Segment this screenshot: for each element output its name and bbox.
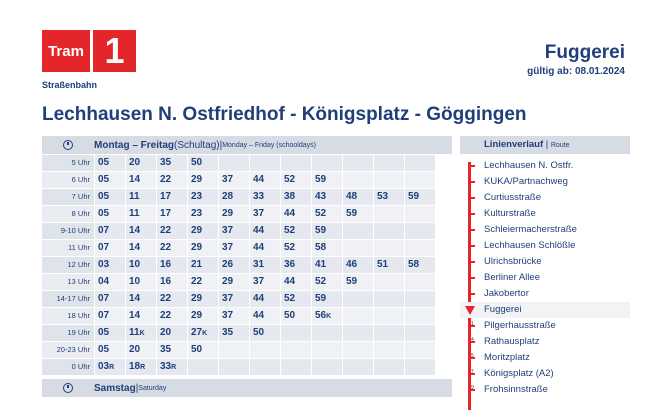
minute-cell <box>405 342 435 358</box>
minute-cell <box>281 155 311 171</box>
stop-list <box>460 158 630 398</box>
route-header-separator: | <box>543 139 551 150</box>
minute-cell: 52 <box>312 206 342 222</box>
hour-cell: 9-10 Uhr <box>42 223 94 239</box>
minute-cell <box>374 342 404 358</box>
minute-cell <box>343 223 373 239</box>
minute-cell: 59 <box>312 291 342 307</box>
minute-cell: 52 <box>281 172 311 188</box>
minute-cell <box>374 359 404 375</box>
minute-cell: 38 <box>281 189 311 205</box>
minute-cell: 16 <box>157 274 187 290</box>
minute-cell: 11 <box>126 206 156 222</box>
hour-cell: 6 Uhr <box>42 172 94 188</box>
stop-item <box>460 222 630 238</box>
minute-cell: 35 <box>219 325 249 341</box>
minute-cell: 35 <box>157 342 187 358</box>
saturday-header <box>42 379 452 397</box>
tram-badge: Tram <box>42 30 90 72</box>
table-row <box>42 291 452 307</box>
minute-cell: 41 <box>312 257 342 273</box>
stop-item <box>460 286 630 302</box>
table-row <box>42 359 452 375</box>
stop-name-label: KUKA/Partnachweg <box>484 176 568 187</box>
stop-item <box>460 254 630 270</box>
stop-item <box>460 174 630 190</box>
hour-cell: 0 Uhr <box>42 359 94 375</box>
minute-cell: 22 <box>157 240 187 256</box>
minute-cell <box>312 155 342 171</box>
minute-cell <box>250 359 280 375</box>
minute-cell: 52 <box>281 240 311 256</box>
minute-cell: 28 <box>219 189 249 205</box>
route-panel <box>460 136 630 398</box>
minute-cell <box>250 155 280 171</box>
stop-item <box>460 350 630 366</box>
route-header-en: Route <box>550 142 570 149</box>
weekday-label-en: Monday – Friday (schooldays) <box>222 141 316 149</box>
minute-cell: 14 <box>126 172 156 188</box>
route-title: Lechhausen N. Ostfriedhof - Königsplatz - Göggingen <box>42 104 527 125</box>
stop-name-label: Fuggerei <box>484 304 522 315</box>
table-row <box>42 325 452 341</box>
minute-cell <box>405 240 435 256</box>
minute-cell: 22 <box>157 308 187 324</box>
stop-tick-icon <box>471 197 475 199</box>
minute-cell: 59 <box>343 274 373 290</box>
minute-cell <box>343 359 373 375</box>
hour-cell: 11 Uhr <box>42 240 94 256</box>
minute-cell: 11 <box>126 189 156 205</box>
travel-minutes: 4 <box>471 337 474 343</box>
minute-cell: 07 <box>95 308 125 324</box>
minute-cell <box>343 155 373 171</box>
minute-cell: 37 <box>250 206 280 222</box>
minute-cell: 26 <box>219 257 249 273</box>
minute-cell: 05 <box>95 172 125 188</box>
minute-cell: 07 <box>95 240 125 256</box>
minute-cell: 23 <box>188 206 218 222</box>
saturday-separator: | <box>135 382 139 394</box>
stop-item <box>460 318 630 334</box>
minute-cell <box>405 155 435 171</box>
stop-name-label: Frohsinnstraße <box>484 384 548 395</box>
weekday-separator: | <box>219 139 223 151</box>
minute-cell: 14 <box>126 308 156 324</box>
minute-cell: 44 <box>250 172 280 188</box>
minute-cell <box>374 325 404 341</box>
stop-item <box>460 270 630 286</box>
minute-cell: 37 <box>219 308 249 324</box>
line-number-badge: 1 <box>93 30 136 72</box>
table-row <box>42 342 452 358</box>
minute-cell <box>374 291 404 307</box>
minute-cell: 58 <box>405 257 435 273</box>
stop-tick-icon <box>471 181 475 183</box>
minute-cell: 10 <box>126 257 156 273</box>
stop-name-label: Schleiermacherstraße <box>484 224 577 235</box>
minute-cell: 52 <box>312 274 342 290</box>
stop-name-label: Jakobertor <box>484 288 529 299</box>
hour-cell: 20-23 Uhr <box>42 342 94 358</box>
current-stop-marker-icon <box>465 306 475 315</box>
minute-cell <box>405 274 435 290</box>
minute-cell: 20 <box>126 342 156 358</box>
stop-name-label: Königsplatz (A2) <box>484 368 554 379</box>
minute-cell: 07 <box>95 223 125 239</box>
minute-cell: 44 <box>250 291 280 307</box>
minute-cell <box>374 308 404 324</box>
minute-cell <box>405 325 435 341</box>
minute-cell: 14 <box>126 291 156 307</box>
minute-cell: 44 <box>250 308 280 324</box>
minute-cell: 16 <box>157 257 187 273</box>
hour-cell: 19 Uhr <box>42 325 94 341</box>
minute-cell: 31 <box>250 257 280 273</box>
table-row <box>42 257 452 273</box>
stop-tick-icon <box>471 277 475 279</box>
minute-cell: 14 <box>126 223 156 239</box>
hour-cell: 18 Uhr <box>42 308 94 324</box>
minute-cell <box>219 155 249 171</box>
minute-cell: 03R <box>95 359 125 375</box>
minute-cell: 29 <box>188 308 218 324</box>
minute-cell <box>343 291 373 307</box>
travel-minutes: 9 <box>471 385 474 391</box>
minute-cell <box>188 359 218 375</box>
minute-cell: 05 <box>95 206 125 222</box>
minute-cell <box>281 359 311 375</box>
stop-name-label: Pilgerhausstraße <box>484 320 556 331</box>
minute-cell <box>312 359 342 375</box>
minute-cell: 58 <box>312 240 342 256</box>
minute-cell <box>343 240 373 256</box>
minute-cell <box>250 342 280 358</box>
minute-cell: 37 <box>219 223 249 239</box>
travel-minutes: 5 <box>471 353 474 359</box>
stop-name-label: Berliner Allee <box>484 272 540 283</box>
stop-item <box>460 366 630 382</box>
travel-minutes: 1 <box>471 321 474 327</box>
minute-cell: 14 <box>126 240 156 256</box>
stop-tick-icon <box>471 165 475 167</box>
minute-cell: 33R <box>157 359 187 375</box>
minute-cell: 33 <box>250 189 280 205</box>
timetable <box>42 136 452 397</box>
hour-cell: 12 Uhr <box>42 257 94 273</box>
minute-cell: 50 <box>188 155 218 171</box>
minute-cell: 29 <box>188 291 218 307</box>
minute-cell <box>405 359 435 375</box>
minute-cell: 51 <box>374 257 404 273</box>
minute-cell: 22 <box>188 274 218 290</box>
minute-cell: 10 <box>126 274 156 290</box>
hour-cell: 7 Uhr <box>42 189 94 205</box>
minute-cell: 23 <box>188 189 218 205</box>
hour-cell: 5 Uhr <box>42 155 94 171</box>
minute-cell <box>343 342 373 358</box>
minute-cell: 05 <box>95 325 125 341</box>
minute-cell: 52 <box>281 223 311 239</box>
minute-cell: 37 <box>219 240 249 256</box>
clock-icon <box>42 140 94 150</box>
minute-cell <box>343 308 373 324</box>
minute-cell: 59 <box>405 189 435 205</box>
stop-tick-icon <box>471 245 475 247</box>
minute-cell <box>312 342 342 358</box>
minute-cell: 29 <box>188 223 218 239</box>
minute-cell: 50 <box>281 308 311 324</box>
minute-cell <box>405 291 435 307</box>
stop-name-label: Lechhausen N. Ostfr. <box>484 160 574 171</box>
minute-cell: 59 <box>343 206 373 222</box>
minute-cell: 27K <box>188 325 218 341</box>
minute-cell: 37 <box>250 274 280 290</box>
minute-cell <box>374 172 404 188</box>
table-row <box>42 189 452 205</box>
minute-cell: 48 <box>343 189 373 205</box>
route-header <box>460 136 630 154</box>
weekday-qualifier: (Schultag) <box>174 139 220 151</box>
minute-cell <box>281 325 311 341</box>
minute-cell: 29 <box>219 206 249 222</box>
table-row <box>42 240 452 256</box>
minute-cell: 35 <box>157 155 187 171</box>
minute-cell: 29 <box>188 240 218 256</box>
minute-cell: 44 <box>250 223 280 239</box>
table-row <box>42 274 452 290</box>
stop-name-label: Ulrichsbrücke <box>484 256 542 267</box>
stop-item <box>460 238 630 254</box>
table-row <box>42 308 452 324</box>
minute-cell <box>405 223 435 239</box>
weekday-label: Montag – Freitag <box>94 139 175 151</box>
minute-cell: 29 <box>219 274 249 290</box>
stop-item <box>460 334 630 350</box>
minute-cell: 56K <box>312 308 342 324</box>
current-stop <box>460 302 630 318</box>
minute-cell: 22 <box>157 291 187 307</box>
minute-cell: 50 <box>250 325 280 341</box>
minute-cell: 29 <box>188 172 218 188</box>
minute-cell: 11K <box>126 325 156 341</box>
clock-icon <box>42 383 94 393</box>
minute-cell: 53 <box>374 189 404 205</box>
minute-cell <box>219 342 249 358</box>
stop-item <box>460 190 630 206</box>
hour-cell: 13 Uhr <box>42 274 94 290</box>
table-row <box>42 206 452 222</box>
minute-cell: 17 <box>157 189 187 205</box>
minute-cell: 04 <box>95 274 125 290</box>
stop-name-label: Kulturstraße <box>484 208 536 219</box>
minute-cell: 07 <box>95 291 125 307</box>
minute-cell <box>374 155 404 171</box>
minute-cell <box>312 325 342 341</box>
minute-cell <box>405 308 435 324</box>
minute-cell: 59 <box>312 223 342 239</box>
minute-cell: 05 <box>95 155 125 171</box>
minute-cell: 46 <box>343 257 373 273</box>
minute-cell: 22 <box>157 223 187 239</box>
stop-item <box>460 382 630 398</box>
hour-cell: 14-17 Uhr <box>42 291 94 307</box>
minute-cell: 18R <box>126 359 156 375</box>
minute-cell: 17 <box>157 206 187 222</box>
minute-cell <box>405 172 435 188</box>
minute-cell: 44 <box>250 240 280 256</box>
stop-name: Fuggerei <box>544 42 625 63</box>
minute-cell: 52 <box>281 291 311 307</box>
minute-cell: 20 <box>126 155 156 171</box>
minute-cell <box>374 206 404 222</box>
table-row <box>42 172 452 188</box>
minute-cell: 59 <box>312 172 342 188</box>
minute-cell: 44 <box>281 274 311 290</box>
minute-cell: 05 <box>95 189 125 205</box>
minute-cell: 37 <box>219 172 249 188</box>
minute-cell: 50 <box>188 342 218 358</box>
saturday-label-en: Saturday <box>138 384 167 392</box>
stop-name-label: Moritzplatz <box>484 352 530 363</box>
stop-name-label: Lechhausen Schlößle <box>484 240 576 251</box>
stop-tick-icon <box>471 293 475 295</box>
minute-cell <box>281 342 311 358</box>
stop-tick-icon <box>471 213 475 215</box>
stop-name-label: Rathausplatz <box>484 336 540 347</box>
minute-cell: 21 <box>188 257 218 273</box>
minute-cell: 20 <box>157 325 187 341</box>
table-row <box>42 155 452 171</box>
mode-label: Straßenbahn <box>42 80 98 90</box>
minute-cell: 43 <box>312 189 342 205</box>
minute-cell <box>343 172 373 188</box>
stop-name-label: Curtiusstraße <box>484 192 542 203</box>
minute-cell <box>343 325 373 341</box>
minute-cell <box>374 240 404 256</box>
minute-cell <box>374 274 404 290</box>
minute-cell: 37 <box>219 291 249 307</box>
route-header-title: Linienverlauf <box>484 139 544 150</box>
travel-minutes: 7 <box>471 369 474 375</box>
timetable-rows <box>42 155 452 375</box>
weekday-header <box>42 136 452 154</box>
hour-cell: 8 Uhr <box>42 206 94 222</box>
minute-cell <box>374 223 404 239</box>
saturday-label: Samstag <box>94 382 136 394</box>
minute-cell: 22 <box>157 172 187 188</box>
table-row <box>42 223 452 239</box>
minute-cell: 36 <box>281 257 311 273</box>
valid-from: gültig ab: 08.01.2024 <box>527 66 625 77</box>
minute-cell: 03 <box>95 257 125 273</box>
minute-cell: 05 <box>95 342 125 358</box>
minute-cell: 44 <box>281 206 311 222</box>
stop-item <box>460 158 630 174</box>
stop-item <box>460 206 630 222</box>
stop-tick-icon <box>471 229 475 231</box>
minute-cell <box>219 359 249 375</box>
minute-cell <box>405 206 435 222</box>
stop-tick-icon <box>471 261 475 263</box>
